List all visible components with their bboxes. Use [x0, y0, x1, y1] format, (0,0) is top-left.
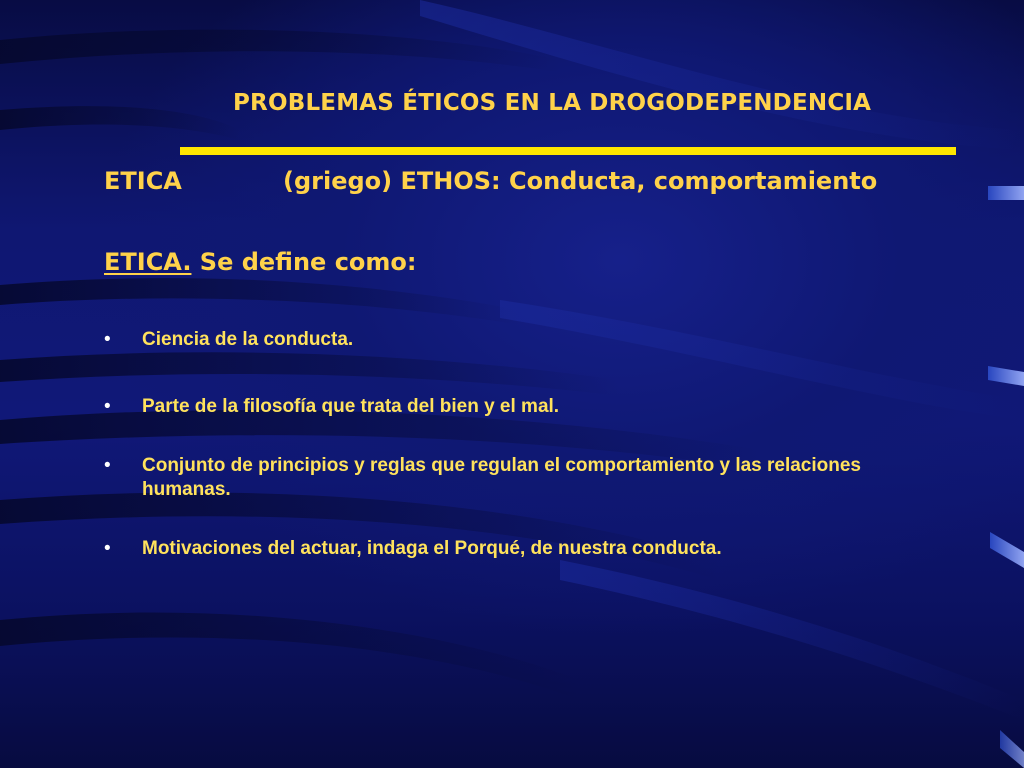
- list-item-text: Motivaciones del actuar, indaga el Porqué, de nuestra conducta.: [142, 538, 722, 559]
- list-item-text: Conjunto de principios y reglas que regulan el comportamiento y las relaciones humanas.: [142, 455, 862, 500]
- bullet-icon: •: [104, 329, 111, 350]
- list-item-text: Ciencia de la conducta.: [142, 329, 354, 350]
- bullet-icon: •: [104, 455, 111, 476]
- definition-heading: [104, 248, 417, 276]
- list-item: [104, 395, 924, 419]
- bullet-icon: •: [104, 538, 111, 559]
- list-item: [104, 454, 924, 502]
- etymology-term: ETICA: [104, 167, 182, 195]
- definition-list: [104, 328, 924, 561]
- title-underline-bar: [180, 147, 956, 155]
- list-item-text: Parte de la filosofía que trata del bien y el mal.: [142, 396, 560, 417]
- slide-title: PROBLEMAS ÉTICOS EN LA DROGODEPENDENCIA: [233, 90, 872, 116]
- list-item: [104, 537, 924, 561]
- edge-tab-decorations: [988, 186, 1024, 768]
- definition-heading-term: ETICA.: [104, 248, 192, 276]
- bullet-icon: •: [104, 396, 111, 417]
- list-item: [104, 328, 924, 352]
- etymology-definition: (griego) ETHOS: Conducta, comportamiento: [283, 167, 878, 195]
- definition-heading-text: Se define como:: [191, 248, 417, 276]
